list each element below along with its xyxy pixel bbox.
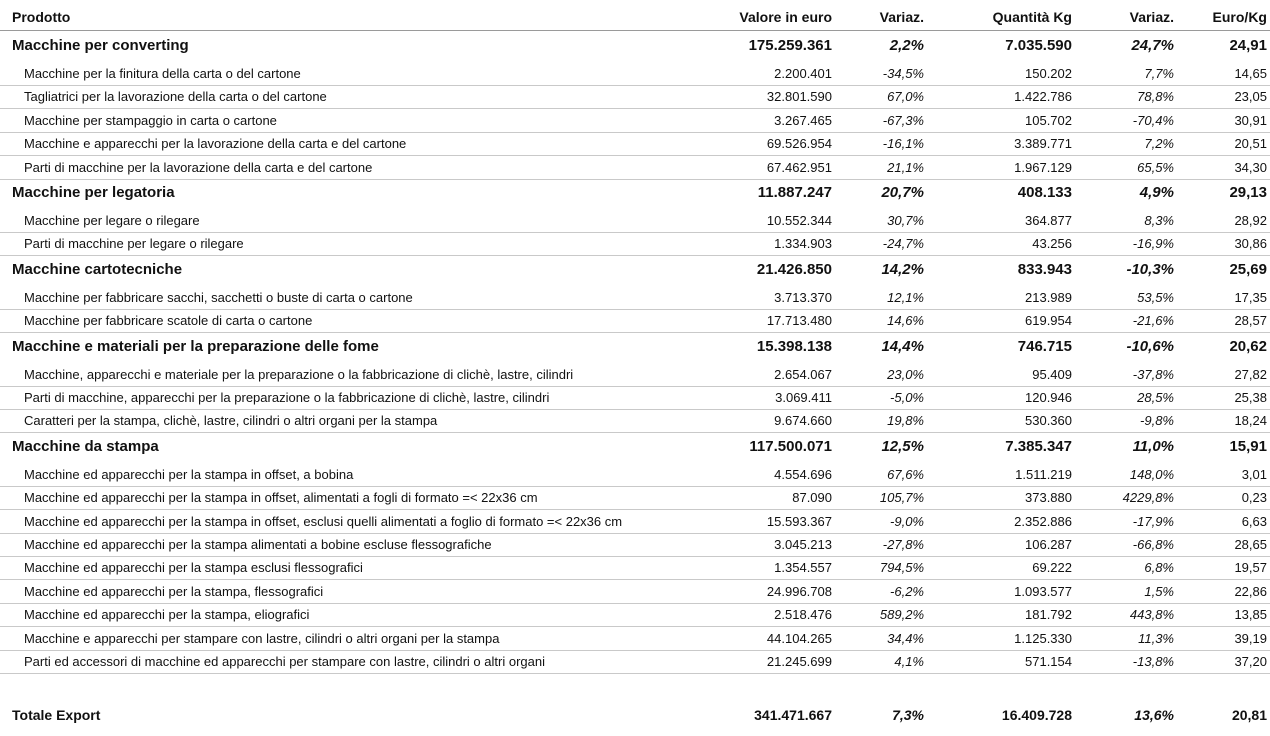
variaz-quantita-cell: -16,9% [1132, 236, 1174, 252]
table-row [0, 410, 1270, 433]
variaz-valore-cell: 67,0% [887, 89, 924, 105]
table-row [0, 157, 1270, 180]
table-row [0, 233, 1270, 256]
euro-kg-cell: 20,62 [1229, 337, 1267, 355]
quantita-kg-cell: 1.125.330 [1014, 630, 1072, 646]
variaz-quantita-cell: Variaz. [1129, 9, 1174, 25]
prodotto-cell: Macchine per legatoria [12, 184, 175, 201]
table-row [0, 364, 1270, 387]
quantita-kg-cell: 181.792 [1025, 607, 1072, 623]
variaz-valore-cell: -34,5% [882, 66, 924, 81]
prodotto-cell: Macchine ed apparecchi per la stampa, eliografici [24, 607, 310, 623]
euro-kg-cell: 27,82 [1234, 366, 1267, 382]
valore-euro-cell: 3.045.213 [774, 537, 832, 552]
quantita-kg-cell: 7.035.590 [1005, 37, 1072, 54]
euro-kg-cell: 29,13 [1229, 184, 1267, 201]
euro-kg-cell: 14,65 [1234, 66, 1267, 81]
quantita-kg-cell: 408.133 [1017, 184, 1072, 201]
variaz-valore-cell: -6,2% [890, 583, 924, 599]
prodotto-cell: Prodotto [12, 9, 71, 25]
euro-kg-cell: 6,63 [1241, 513, 1267, 529]
category-row [0, 435, 1270, 459]
euro-kg-cell: 22,86 [1234, 583, 1267, 599]
variaz-valore-cell: -9,0% [890, 513, 924, 529]
quantita-kg-cell: 105.702 [1025, 112, 1072, 128]
prodotto-cell: Macchine da stampa [12, 437, 159, 455]
valore-euro-cell: 69.526.954 [766, 136, 832, 152]
prodotto-cell: Macchine ed apparecchi per la stampa esclusi flessografici [24, 560, 363, 576]
euro-kg-cell: 0,23 [1241, 490, 1267, 506]
prodotto-cell: Tagliatrici per la lavorazione della carta o del cartone [24, 89, 327, 105]
table-row [0, 651, 1270, 674]
table-row [0, 287, 1270, 310]
table-row [0, 310, 1270, 333]
prodotto-cell: Macchine e apparecchi per la lavorazione della carta e del cartone [24, 136, 407, 152]
variaz-quantita-cell: 148,0% [1129, 466, 1174, 482]
valore-euro-cell: 17.713.480 [766, 313, 832, 329]
variaz-valore-cell: 12,5% [881, 437, 924, 455]
valore-euro-cell: 3.069.411 [775, 390, 832, 405]
euro-kg-cell: 28,57 [1234, 313, 1267, 329]
variaz-quantita-cell: 1,5% [1144, 583, 1174, 599]
variaz-quantita-cell: -70,4% [1132, 112, 1174, 128]
valore-euro-cell: 87.090 [792, 490, 832, 506]
variaz-quantita-cell: -66,8% [1132, 537, 1174, 552]
quantita-kg-cell: 3.389.771 [1014, 136, 1072, 152]
valore-euro-cell: 1.334.903 [774, 236, 832, 252]
prodotto-cell: Macchine per fabbricare sacchi, sacchetti o buste di carta o cartone [24, 289, 413, 305]
quantita-kg-cell: 530.360 [1025, 413, 1072, 429]
table-row [0, 464, 1270, 487]
category-row [0, 34, 1270, 58]
valore-euro-cell: 24.996.708 [766, 583, 832, 599]
prodotto-cell: Parti di macchine, apparecchi per la preparazione o la fabbricazione di clichè, lastre, cilindri [24, 390, 550, 405]
euro-kg-cell: 34,30 [1234, 159, 1267, 175]
quantita-kg-cell: 571.154 [1025, 654, 1072, 669]
variaz-valore-cell: 794,5% [879, 560, 924, 576]
quantita-kg-cell: 120.946 [1025, 390, 1072, 405]
valore-euro-cell: 11.887.247 [757, 184, 832, 201]
variaz-valore-cell: 19,8% [887, 413, 924, 429]
variaz-quantita-cell: 11,0% [1132, 437, 1174, 455]
valore-euro-cell: 4.554.696 [774, 466, 832, 482]
euro-kg-cell: 20,51 [1234, 136, 1267, 152]
quantita-kg-cell: 16.409.728 [1001, 707, 1072, 723]
variaz-valore-cell: 34,4% [887, 630, 924, 646]
variaz-quantita-cell: -10,6% [1126, 337, 1174, 355]
variaz-valore-cell: 20,7% [881, 184, 924, 201]
prodotto-cell: Macchine ed apparecchi per la stampa in offset, esclusi quelli alimentati a foglio di formato =< 22x36 cm [24, 513, 623, 529]
quantita-kg-cell: 1.422.786 [1014, 89, 1072, 105]
euro-kg-cell: 3,01 [1241, 466, 1267, 482]
variaz-valore-cell: 12,1% [887, 289, 924, 305]
euro-kg-cell: 24,91 [1229, 37, 1267, 54]
euro-kg-cell: 15,91 [1229, 437, 1267, 455]
category-row [0, 335, 1270, 359]
quantita-kg-cell: 43.256 [1032, 236, 1072, 252]
quantita-kg-cell: 373.880 [1025, 490, 1072, 506]
table-row [0, 487, 1270, 510]
euro-kg-cell: 13,85 [1234, 607, 1267, 623]
variaz-quantita-cell: 53,5% [1137, 289, 1174, 305]
valore-euro-cell: 15.593.367 [766, 513, 832, 529]
valore-euro-cell: Valore in euro [739, 9, 832, 25]
euro-kg-cell: 28,92 [1234, 213, 1267, 228]
variaz-valore-cell: -24,7% [882, 236, 924, 252]
prodotto-cell: Macchine per la finitura della carta o del cartone [24, 66, 301, 81]
table-row [0, 511, 1270, 534]
valore-euro-cell: 44.104.265 [766, 630, 832, 646]
valore-euro-cell: 1.354.557 [774, 560, 832, 576]
variaz-quantita-cell: -13,8% [1132, 654, 1174, 669]
variaz-quantita-cell: 8,3% [1144, 213, 1174, 228]
table-row [0, 210, 1270, 233]
quantita-kg-cell: 1.511.219 [1015, 466, 1072, 482]
variaz-valore-cell: -27,8% [882, 537, 924, 552]
prodotto-cell: Macchine ed apparecchi per la stampa in offset, a bobina [24, 466, 354, 482]
valore-euro-cell: 15.398.138 [756, 337, 832, 355]
variaz-quantita-cell: 4,9% [1139, 184, 1174, 201]
prodotto-cell: Parti di macchine per la lavorazione della carta e del cartone [24, 159, 373, 175]
table-row [0, 628, 1270, 651]
valore-euro-cell: 341.471.667 [754, 707, 832, 723]
variaz-quantita-cell: 13,6% [1134, 707, 1174, 723]
quantita-kg-cell: 619.954 [1025, 313, 1072, 329]
variaz-quantita-cell: 78,8% [1137, 89, 1174, 105]
valore-euro-cell: 21.245.699 [766, 654, 832, 669]
table-row [0, 534, 1270, 557]
table-row [0, 86, 1270, 109]
euro-kg-cell: 25,38 [1234, 390, 1267, 405]
quantita-kg-cell: 2.352.886 [1014, 513, 1072, 529]
quantita-kg-cell: 95.409 [1032, 366, 1072, 382]
euro-kg-cell: 30,86 [1234, 236, 1267, 252]
table-row [0, 604, 1270, 627]
variaz-quantita-cell: 11,3% [1138, 630, 1174, 646]
variaz-valore-cell: 30,7% [887, 213, 924, 228]
prodotto-cell: Macchine ed apparecchi per la stampa alimentati a bobine escluse flessografiche [24, 537, 492, 552]
valore-euro-cell: 3.267.465 [774, 112, 832, 128]
table-row [0, 581, 1270, 604]
variaz-valore-cell: 67,6% [887, 466, 924, 482]
variaz-valore-cell: 14,6% [887, 313, 924, 329]
euro-kg-cell: 18,24 [1234, 413, 1267, 429]
quantita-kg-cell: 364.877 [1025, 213, 1072, 228]
prodotto-cell: Totale Export [12, 707, 101, 723]
variaz-quantita-cell: 28,5% [1137, 390, 1174, 405]
euro-kg-cell: 39,19 [1234, 630, 1267, 646]
valore-euro-cell: 117.500.071 [749, 437, 832, 455]
valore-euro-cell: 2.654.067 [774, 366, 832, 382]
quantita-kg-cell: 150.202 [1025, 66, 1072, 81]
table-header [0, 4, 1270, 31]
quantita-kg-cell: 1.093.577 [1014, 583, 1072, 599]
variaz-valore-cell: 105,7% [879, 490, 924, 506]
variaz-valore-cell: -16,1% [882, 136, 924, 152]
prodotto-cell: Macchine, apparecchi e materiale per la preparazione o la fabbricazione di clichè, lastre, cilindri [24, 366, 574, 382]
variaz-quantita-cell: -9,8% [1140, 413, 1174, 429]
valore-euro-cell: 175.259.361 [748, 37, 832, 54]
valore-euro-cell: 67.462.951 [766, 159, 832, 175]
quantita-kg-cell: 69.222 [1032, 560, 1072, 576]
valore-euro-cell: 2.200.401 [774, 66, 832, 81]
prodotto-cell: Macchine per legare o rilegare [24, 213, 200, 228]
euro-kg-cell: 17,35 [1234, 289, 1267, 305]
prodotto-cell: Caratteri per la stampa, clichè, lastre, cilindri o altri organi per la stampa [24, 413, 438, 429]
prodotto-cell: Macchine per fabbricare scatole di carta o cartone [24, 313, 313, 329]
variaz-quantita-cell: 24,7% [1131, 37, 1174, 54]
valore-euro-cell: 9.674.660 [774, 413, 832, 429]
valore-euro-cell: 2.518.476 [774, 607, 832, 623]
prodotto-cell: Macchine e materiali per la preparazione delle fome [12, 337, 379, 355]
prodotto-cell: Macchine per converting [12, 37, 189, 54]
prodotto-cell: Macchine ed apparecchi per la stampa, flessografici [24, 583, 324, 599]
variaz-valore-cell: 14,4% [881, 337, 924, 355]
variaz-quantita-cell: 65,5% [1137, 159, 1174, 175]
variaz-valore-cell: 589,2% [879, 607, 924, 623]
variaz-valore-cell: -67,3% [882, 112, 924, 128]
euro-kg-cell: Euro/Kg [1212, 9, 1267, 25]
variaz-valore-cell: 21,1% [887, 159, 924, 175]
prodotto-cell: Parti di macchine per legare o rilegare [24, 236, 244, 252]
table-row [0, 63, 1270, 86]
variaz-valore-cell: Variaz. [879, 9, 924, 25]
quantita-kg-cell: Quantità Kg [992, 9, 1072, 25]
variaz-quantita-cell: -10,3% [1126, 260, 1174, 278]
total-row [0, 702, 1270, 728]
category-row [0, 258, 1270, 282]
quantita-kg-cell: 1.967.129 [1014, 159, 1072, 175]
quantita-kg-cell: 833.943 [1017, 260, 1072, 278]
quantita-kg-cell: 746.715 [1017, 337, 1072, 355]
table-row [0, 557, 1270, 580]
euro-kg-cell: 20,81 [1231, 707, 1267, 723]
euro-kg-cell: 28,65 [1234, 537, 1267, 552]
variaz-quantita-cell: 7,2% [1144, 136, 1174, 152]
variaz-quantita-cell: 443,8% [1129, 607, 1174, 623]
euro-kg-cell: 37,20 [1234, 654, 1267, 669]
euro-kg-cell: 23,05 [1234, 89, 1267, 105]
quantita-kg-cell: 7.385.347 [1005, 437, 1072, 455]
valore-euro-cell: 10.552.344 [766, 213, 832, 228]
variaz-quantita-cell: 6,8% [1144, 560, 1174, 576]
variaz-valore-cell: 7,3% [892, 707, 924, 723]
quantita-kg-cell: 213.989 [1025, 289, 1072, 305]
variaz-quantita-cell: 4229,8% [1122, 490, 1174, 506]
valore-euro-cell: 32.801.590 [766, 89, 832, 105]
table-row [0, 110, 1270, 133]
valore-euro-cell: 21.426.850 [756, 260, 832, 278]
prodotto-cell: Parti ed accessori di macchine ed apparecchi per stampare con lastre, cilindri o altri organi [24, 654, 545, 669]
category-row [0, 181, 1270, 205]
variaz-valore-cell: 14,2% [881, 260, 924, 278]
valore-euro-cell: 3.713.370 [774, 289, 832, 305]
variaz-valore-cell: 4,1% [894, 654, 924, 669]
variaz-quantita-cell: -17,9% [1132, 513, 1174, 529]
variaz-quantita-cell: 7,7% [1144, 66, 1174, 81]
variaz-valore-cell: -5,0% [890, 390, 924, 405]
prodotto-cell: Macchine e apparecchi per stampare con lastre, cilindri o altri organi per la stampa [24, 630, 500, 646]
table-row [0, 133, 1270, 156]
quantita-kg-cell: 106.287 [1025, 537, 1072, 552]
prodotto-cell: Macchine per stampaggio in carta o cartone [24, 112, 277, 128]
euro-kg-cell: 30,91 [1234, 112, 1267, 128]
prodotto-cell: Macchine cartotecniche [12, 260, 183, 278]
variaz-quantita-cell: -21,6% [1132, 313, 1174, 329]
variaz-quantita-cell: -37,8% [1132, 366, 1174, 382]
prodotto-cell: Macchine ed apparecchi per la stampa in offset, alimentati a fogli di formato =< 22x36 cm [24, 490, 538, 506]
variaz-valore-cell: 23,0% [887, 366, 924, 382]
table-row [0, 387, 1270, 410]
variaz-valore-cell: 2,2% [889, 37, 924, 54]
euro-kg-cell: 25,69 [1229, 260, 1267, 278]
euro-kg-cell: 19,57 [1234, 560, 1267, 576]
